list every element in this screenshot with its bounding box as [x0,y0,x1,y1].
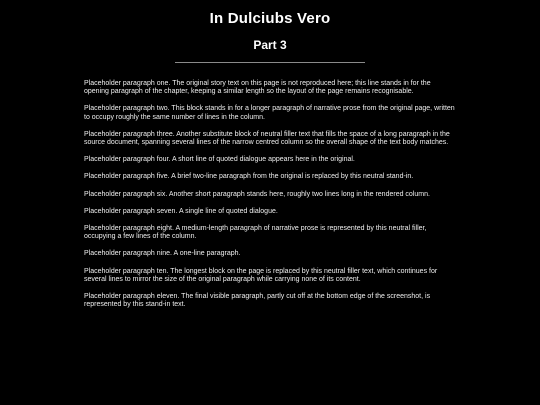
story-title: In Dulciubs Vero [209,10,331,27]
story-body [84,80,456,318]
story-paragraph: Placeholder paragraph two. This block stands in for a longer paragraph of narrative prose from the original page, written to occupy roughly the same number of lines in the column. [84,105,455,121]
story-paragraph: Placeholder paragraph nine. A one-line paragraph. [84,250,241,258]
story-paragraph: Placeholder paragraph eight. A medium-length paragraph of narrative prose is represented by this neutral filler, occupying a few lines of the column. [84,225,427,241]
story-paragraph: Placeholder paragraph eleven. The final visible paragraph, partly cut off at the bottom edge of the screenshot, is represented by this stand-in text. [84,293,431,309]
title-divider [175,62,365,63]
part-title: Part 3 [253,38,287,52]
story-paragraph: Placeholder paragraph three. Another substitute block of neutral filler text that fills the space of a long paragraph in the source document, spanning several lines of the narrow centred column so the overall shape of the text body matches. [84,130,450,147]
story-paragraph: Placeholder paragraph one. The original story text on this page is not reproduced here; this line stands in for the opening paragraph of the chapter, keeping a similar length so the layout of the page remains recognisable. [84,80,431,96]
story-paragraph: Placeholder paragraph six. Another short paragraph stands here, roughly two lines long in the rendered column. [84,190,430,198]
story-paragraph: Placeholder paragraph seven. A single line of quoted dialogue. [84,207,278,215]
story-paragraph: Placeholder paragraph ten. The longest block on the page is replaced by this neutral filler text, which continues for several lines to mirror the size of the original paragraph while carrying none of its content. [84,267,438,283]
story-paragraph: Placeholder paragraph four. A short line of quoted dialogue appears here in the original. [84,156,355,164]
story-paragraph: Placeholder paragraph five. A brief two-line paragraph from the original is replaced by this neutral stand-in. [84,173,414,181]
